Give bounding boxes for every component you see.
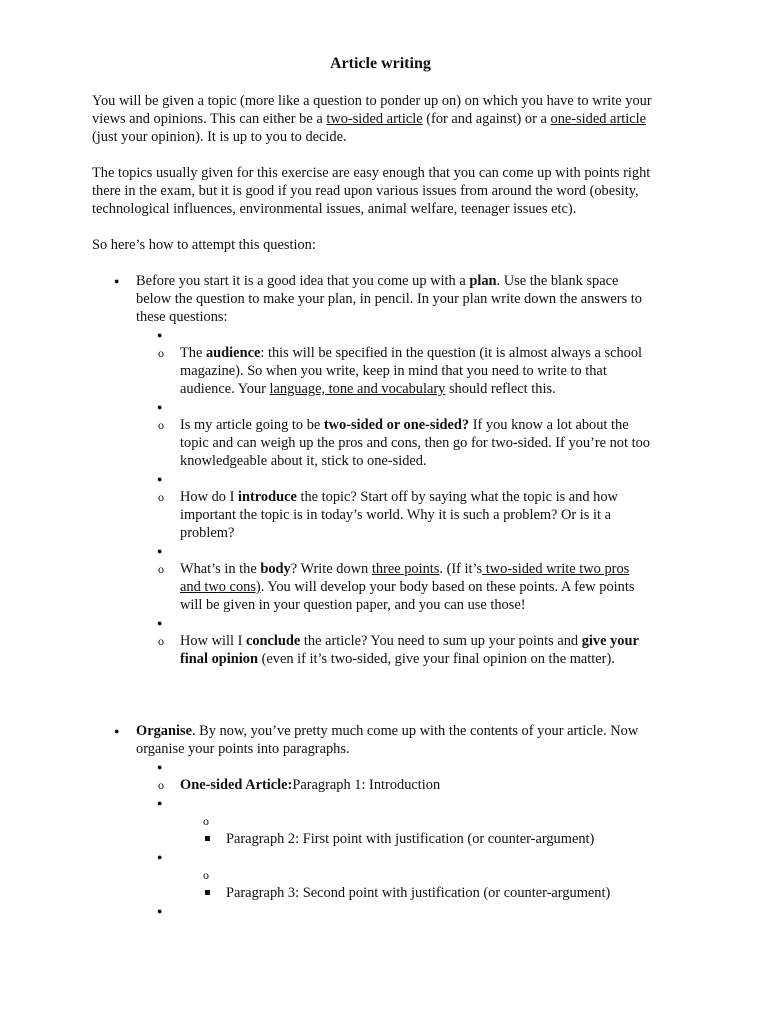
intro-line-3: (just your opinion). It is up to you to decide. (92, 129, 347, 145)
conclude-line-1: How will I conclude the article? You need to sum up your points and give your (180, 633, 639, 649)
body-line-1: What’s in the body? Write down three points. (If it’s two-sided write two pros (180, 561, 630, 577)
square-bullet-icon (205, 836, 210, 841)
intro-line-2: views and opinions. This can either be a two-sided article (for and against) or a one-sided article (92, 111, 647, 127)
bullet-icon: ● (114, 726, 120, 736)
circle-bullet-icon: o (158, 562, 164, 576)
topics-line-1: The topics usually given for this exercise are easy enough that you can come up with points right (92, 165, 651, 181)
bullet-icon: ● (157, 474, 163, 484)
introduce-line-2: important the topic is in today’s world. Why it is such a problem? Or is it a (180, 507, 611, 523)
square-bullet-icon (205, 890, 210, 895)
circle-bullet-icon: o (158, 778, 164, 792)
bullet-icon: ● (157, 618, 163, 628)
one-sided-article-line: One-sided Article:Paragraph 1: Introduction (180, 777, 441, 793)
circle-bullet-icon: o (158, 418, 164, 432)
topics-line-2: there in the exam, but it is good if you read upon various issues from around the word (obesity, (92, 183, 639, 199)
sidedness-line-2: topic and can weigh up the pros and cons, then go for two-sided. If you’re not too (180, 435, 650, 451)
circle-bullet-icon: o (203, 814, 209, 828)
bullet-icon: ● (157, 762, 163, 772)
circle-bullet-icon: o (158, 346, 164, 360)
page-title: Article writing (330, 55, 431, 72)
one-sided-article-link: one-sided article (550, 111, 647, 127)
organise-line-2: organise your points into paragraphs. (136, 741, 350, 757)
conclude-line-2: final opinion (even if it’s two-sided, give your final opinion on the matter). (180, 651, 615, 667)
bullet-icon: ● (157, 330, 163, 340)
bullet-icon: ● (157, 402, 163, 412)
plan-line-3: these questions: (136, 309, 228, 325)
sidedness-line-3: knowledgeable about it, stick to one-sided. (180, 453, 427, 469)
paragraph-2-line: Paragraph 2: First point with justification (or counter-argument) (226, 831, 595, 847)
sidedness-line-1: Is my article going to be two-sided or one-sided? If you know a lot about the (180, 417, 629, 433)
bullet-icon: ● (114, 276, 120, 286)
body-line-2: and two cons). You will develop your body based on these points. A few points (180, 579, 635, 595)
circle-bullet-icon: o (158, 634, 164, 648)
bullet-icon: ● (157, 546, 163, 556)
audience-line-1: The audience: this will be specified in the question (it is almost always a school (180, 345, 643, 361)
audience-line-3: audience. Your language, tone and vocabulary should reflect this. (180, 381, 556, 397)
bullet-icon: ● (157, 852, 163, 862)
circle-bullet-icon: o (158, 490, 164, 504)
introduce-line-3: problem? (180, 525, 235, 541)
organise-line-1: Organise. By now, you’ve pretty much come up with the contents of your article. Now (136, 723, 639, 739)
how-to-line: So here’s how to attempt this question: (92, 237, 316, 253)
plan-line-2: below the question to make your plan, in pencil. In your plan write down the answers to (136, 291, 642, 307)
introduce-line-1: How do I introduce the topic? Start off by saying what the topic is and how (180, 489, 618, 505)
audience-line-2: magazine). So when you write, keep in mind that you need to write to that (180, 363, 607, 379)
bullet-icon: ● (157, 798, 163, 808)
circle-bullet-icon: o (203, 868, 209, 882)
intro-line-1: You will be given a topic (more like a question to ponder up on) on which you have to write your (92, 93, 652, 109)
topics-line-3: technological influences, environmental issues, animal welfare, teenager issues etc). (92, 201, 577, 217)
plan-line-1: Before you start it is a good idea that you come up with a plan. Use the blank space (136, 273, 619, 289)
bullet-icon: ● (157, 906, 163, 916)
two-sided-article-link: two-sided article (326, 111, 423, 127)
paragraph-3-line: Paragraph 3: Second point with justification (or counter-argument) (226, 885, 611, 901)
body-line-3: will be given in your question paper, and you can use those! (180, 597, 526, 613)
